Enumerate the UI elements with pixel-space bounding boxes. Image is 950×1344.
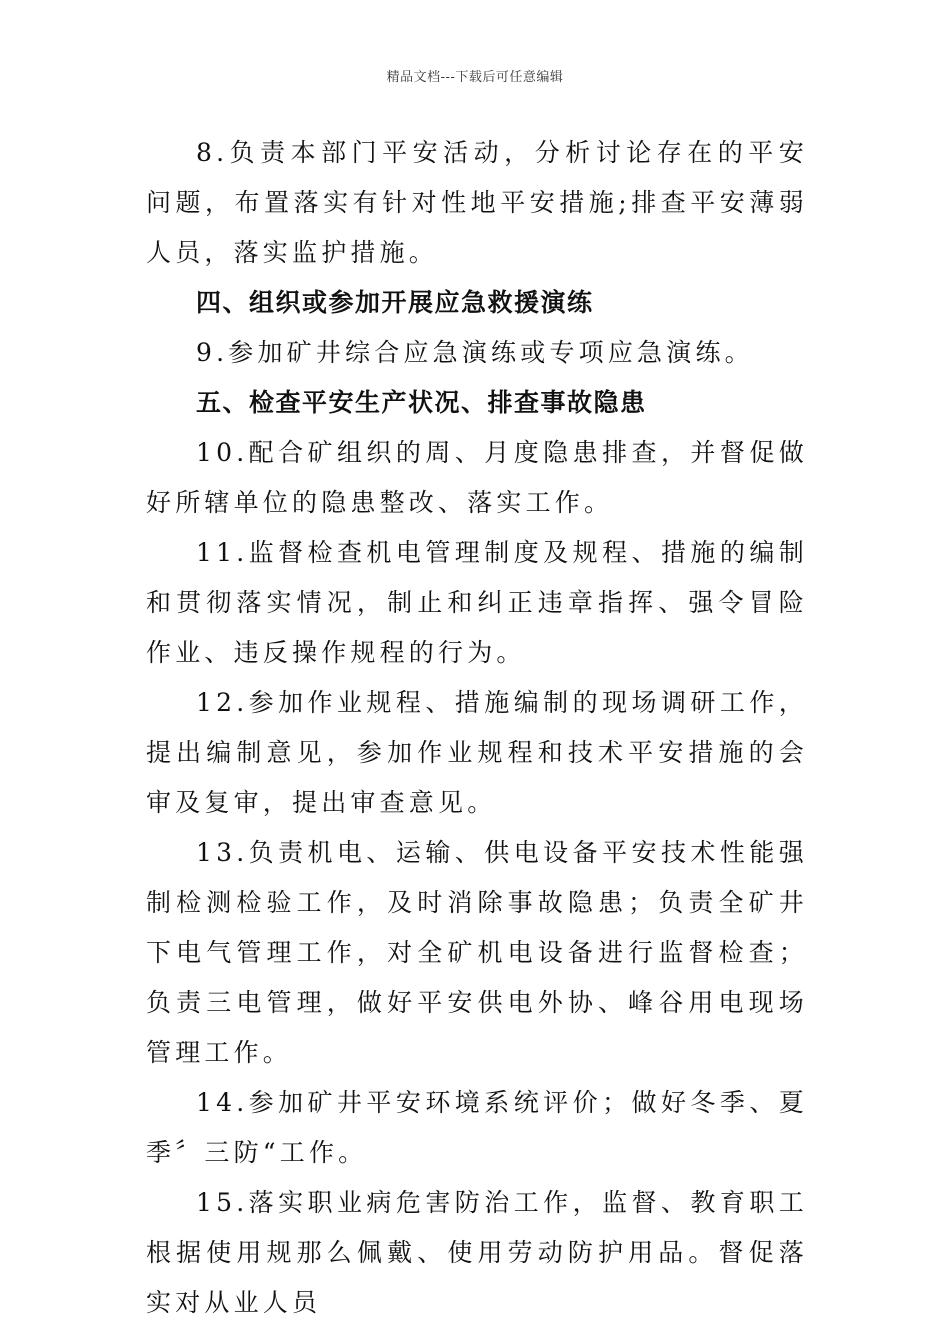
paragraph-9: 9.参加矿井综合应急演练或专项应急演练。 xyxy=(196,338,754,367)
paragraph-10: 10.配合矿组织的周、月度隐患排查，并督促做好所辖单位的隐患整改、落实工作。 xyxy=(146,438,808,517)
paragraph-14: 14.参加矿井平安环境系统评价；做好冬季、夏季〞三防“工作。 xyxy=(146,1088,808,1167)
section-heading-5: 五、检查平安生产状况、排查事故隐患 xyxy=(196,388,647,417)
document-body xyxy=(146,128,808,1328)
paragraph-13: 13.负责机电、运输、供电设备平安技术性能强制检测检验工作，及时消除事故隐患；负责全矿井下电气管理工作，对全矿机电设备进行监督检查；负责三电管理，做好平安供电外协、峰谷用电现场管理工作。 xyxy=(146,838,808,1067)
paragraph-8: 8.负责本部门平安活动，分析讨论存在的平安问题，布置落实有针对性地平安措施;排查平安薄弱人员，落实监护措施。 xyxy=(146,138,808,267)
paragraph-15: 15.落实职业病危害防治工作，监督、教育职工根据使用规那么佩戴、使用劳动防护用品。督促落实对从业人员 xyxy=(146,1188,808,1317)
paragraph-11: 11.监督检查机电管理制度及规程、措施的编制和贯彻落实情况，制止和纠正违章指挥、强令冒险作业、违反操作规程的行为。 xyxy=(146,538,808,667)
paragraph-12: 12.参加作业规程、措施编制的现场调研工作，提出编制意见，参加作业规程和技术平安措施的会审及复审，提出审查意见。 xyxy=(146,688,808,817)
page-header: 精品文档---下载后可任意编辑 xyxy=(386,70,564,85)
section-heading-4: 四、组织或参加开展应急救援演练 xyxy=(196,288,594,317)
